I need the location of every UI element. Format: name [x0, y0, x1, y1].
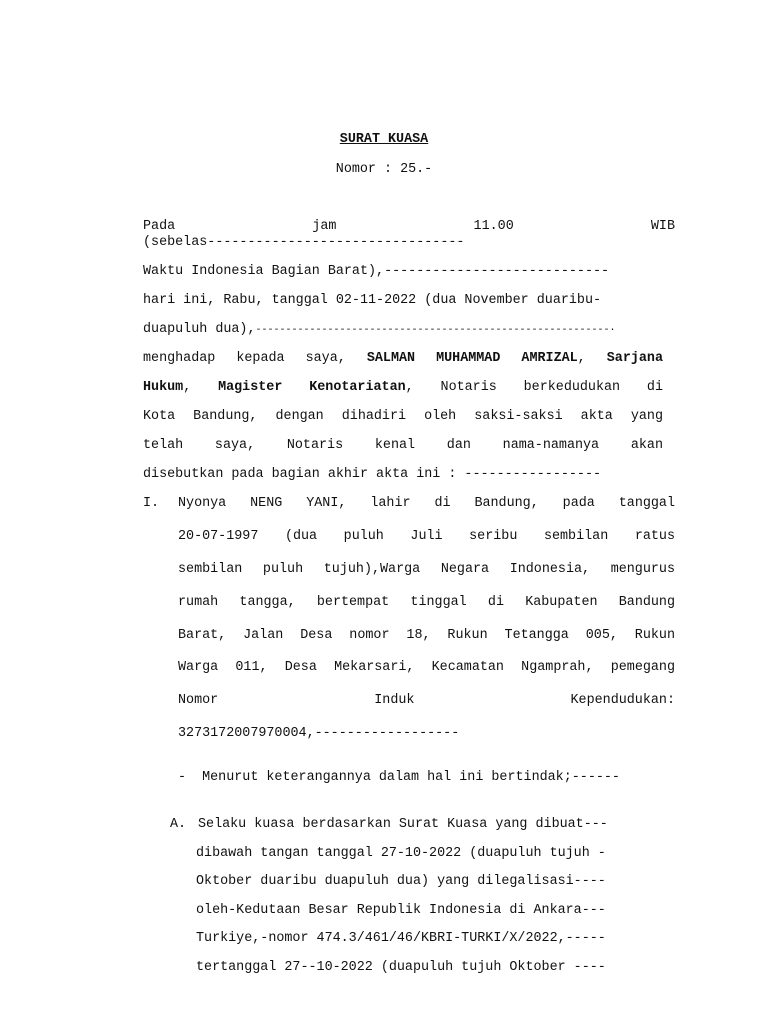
- opening-line-5: menghadap kepada saya, SALMAN MUHAMMAD AMRIZAL, Sarjana: [143, 351, 663, 366]
- clause-a-line: tertanggal 27--10-2022 (duapuluh tujuh Oktober ----: [196, 960, 606, 975]
- party-marker: I.: [143, 496, 160, 511]
- notary-name: SALMAN MUHAMMAD AMRIZAL: [366, 351, 578, 366]
- document-number: Nomor : 25.-: [335, 162, 433, 177]
- opening-line-6: Hukum, Magister Kenotariatan, Notaris berkedudukan di: [143, 380, 663, 395]
- opening-line-3: hari ini, Rabu, tanggal 02-11-2022 (dua November duaribu-: [143, 293, 602, 308]
- opening-line-7: Kota Bandung, dengan dihadiri oleh saksi-saksi akta yang: [143, 409, 663, 424]
- clause-a-line: dibawah tangan tanggal 27-10-2022 (duapuluh tujuh -: [196, 846, 606, 861]
- party-line: Nyonya NENG YANI, lahir di Bandung, pada tanggal: [178, 496, 675, 511]
- document-title: SURAT KUASA: [339, 132, 429, 147]
- clause-a-line: oleh-Kedutaan Besar Republik Indonesia di Ankara---: [196, 903, 606, 918]
- opening-line-2: Waktu Indonesia Bagian Barat),----------------------------: [143, 264, 610, 279]
- party-line: Warga 011, Desa Mekarsari, Kecamatan Ngamprah, pemegang: [178, 660, 675, 675]
- party-line: Barat, Jalan Desa nomor 18, Rukun Tetangga 005, Rukun: [178, 628, 675, 643]
- clause-a-line: Oktober duaribu duapuluh dua) yang dilegalisasi----: [196, 874, 606, 889]
- opening-line-1b: (sebelas--------------------------------: [143, 235, 465, 250]
- party-line: Nomor Induk Kependudukan:: [178, 693, 675, 708]
- clause-a-marker: A.: [170, 817, 187, 832]
- opening-line-8: telah saya, Notaris kenal dan nama-namanya akan: [143, 438, 663, 453]
- clause-a-line: Turkiye,-nomor 474.3/461/46/KBRI-TURKI/X/2022,-----: [196, 931, 606, 946]
- opening-line-9: disebutkan pada bagian akhir akta ini : -----------------: [143, 467, 602, 482]
- acting-statement: - Menurut keterangannya dalam hal ini bertindak;------: [178, 770, 620, 785]
- opening-line-4: duapuluh dua),-----------------------------------------------------------·: [143, 322, 616, 337]
- party-line: rumah tangga, bertempat tinggal di Kabupaten Bandung: [178, 595, 675, 610]
- party-id-number: 3273172007970004,------------------: [178, 726, 460, 741]
- clause-a-line: Selaku kuasa berdasarkan Surat Kuasa yang dibuat---: [198, 817, 608, 832]
- party-line: sembilan puluh tujuh),Warga Negara Indonesia, mengurus: [178, 562, 675, 577]
- opening-line-1: Pada jam 11.00 WIB: [143, 219, 675, 234]
- party-line: 20-07-1997 (dua puluh Juli seribu sembilan ratus: [178, 529, 675, 544]
